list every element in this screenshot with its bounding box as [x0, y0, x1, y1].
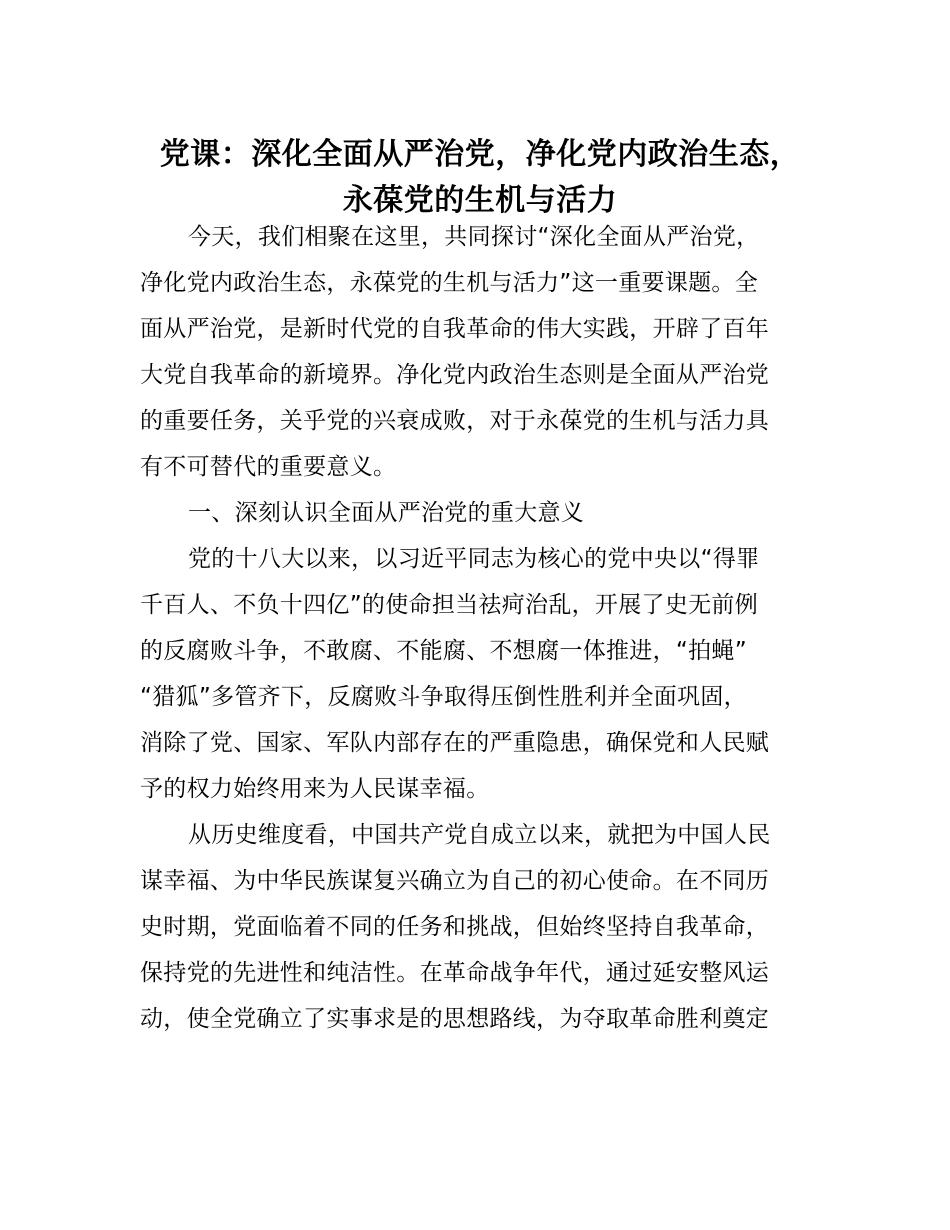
paragraph-intro [140, 214, 812, 490]
paragraph-since-18th-congress [140, 536, 812, 812]
paragraph-line: 的重要任务，关乎党的兴衰成败，对于永葆党的生机与活力具 [140, 408, 770, 434]
paragraph-line: 今天，我们相聚在这里，共同探讨“深化全面从严治党， [188, 224, 760, 250]
paragraph-line: 保持党的先进性和纯洁性。在革命战争年代，通过延安整风运 [140, 960, 770, 986]
paragraph-line: 谋幸福、为中华民族谋复兴确立为自己的初心使命。在不同历 [140, 868, 770, 894]
paragraph-line: 净化党内政治生态，永葆党的生机与活力”这一重要课题。全 [140, 270, 759, 296]
paragraph-line: 予的权力始终用来为人民谋幸福。 [140, 776, 490, 802]
document-body [140, 214, 812, 1042]
section-heading-text: 一、深刻认识全面从严治党的重大意义 [188, 500, 585, 526]
paragraph-line: 千百人、不负十四亿”的使命担当祛疴治乱，开展了史无前例 [140, 592, 759, 618]
paragraph-historical-view [140, 812, 812, 1042]
paragraph-line: 动，使全党确立了实事求是的思想路线，为夺取革命胜利奠定 [140, 1006, 770, 1032]
paragraph-line: 党的十八大以来，以习近平同志为核心的党中央以“得罪 [188, 546, 760, 572]
paragraph-line: “猎狐”多管齐下，反腐败斗争取得压倒性胜利并全面巩固， [140, 684, 747, 710]
paragraph-line: 的反腐败斗争，不敢腐、不能腐、不想腐一体推进，“拍蝇” [140, 638, 747, 664]
title-line-1: 党课：深化全面从严治党，净化党内政治生态， [159, 137, 801, 173]
paragraph-line: 有不可替代的重要意义。 [140, 454, 397, 480]
paragraph-line: 面从严治党，是新时代党的自我革命的伟大实践，开辟了百年 [140, 316, 770, 342]
paragraph-line: 消除了党、国家、军队内部存在的严重隐患，确保党和人民赋 [140, 730, 770, 756]
paragraph-line: 从历史维度看，中国共产党自成立以来，就把为中国人民 [188, 822, 771, 848]
document-title [140, 132, 820, 224]
section-heading [140, 490, 812, 536]
title-line-2: 永葆党的生机与活力 [342, 183, 618, 219]
paragraph-line: 大党自我革命的新境界。净化党内政治生态则是全面从严治党 [140, 362, 770, 388]
paragraph-line: 史时期，党面临着不同的任务和挑战，但始终坚持自我革命， [140, 914, 770, 940]
